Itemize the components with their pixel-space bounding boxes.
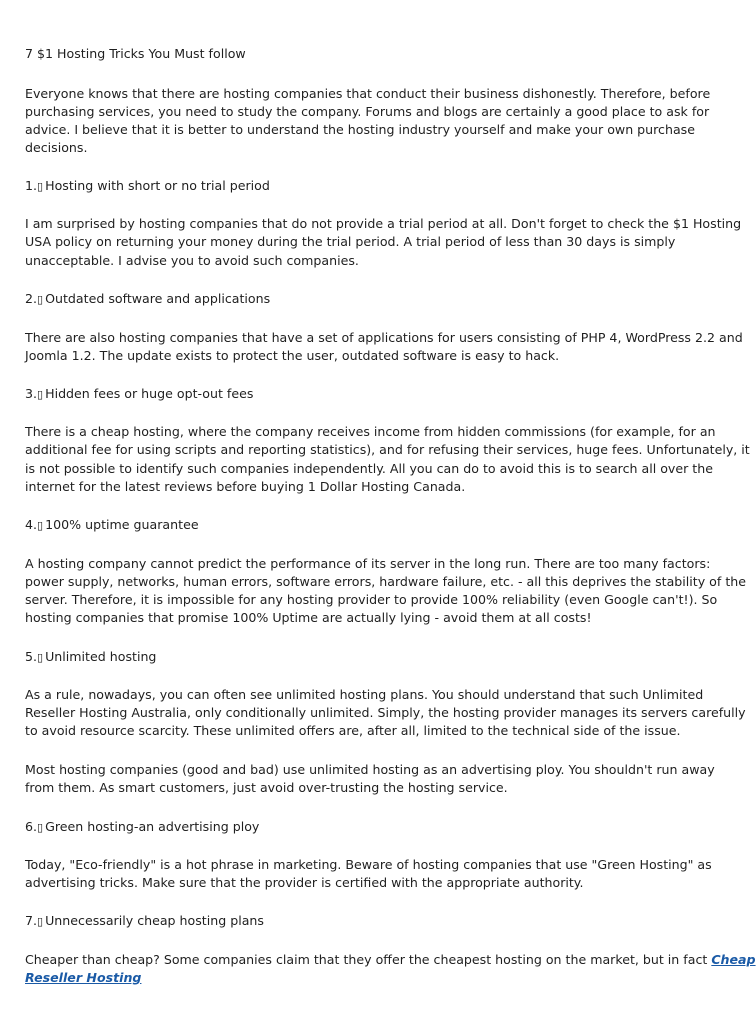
- intro-line: Everyone knows that there are hosting companies that conduct their business dishonestly. Therefore, before: [25, 86, 711, 101]
- paragraph-line: Joomla 1.2. The update exists to protect the user, outdated software is easy to hack.: [25, 348, 560, 363]
- closing-line: [25, 951, 756, 969]
- section-number: 5.: [25, 649, 38, 664]
- closing-text: Cheaper than cheap? Some companies claim that they offer the cheapest hosting on the market, but in fact: [25, 952, 712, 967]
- section-heading-text: with short or no trial period: [97, 178, 270, 193]
- paragraph-line: A hosting company cannot predict the performance of its server in the long run. There are too many factors:: [25, 556, 711, 571]
- section-heading-text: hosting: [109, 649, 157, 664]
- intro-line: purchasing services, you need to study the company. Forums and blogs are certainly a good place to ask for: [25, 104, 710, 119]
- section-keyword: Hidden: [45, 386, 90, 401]
- section-heading: [25, 177, 697, 196]
- section-keyword: 100%: [45, 517, 82, 532]
- cheap-reseller-hosting-link[interactable]: Reseller Hosting: [25, 970, 142, 985]
- missing-glyph-icon: ▯: [37, 293, 44, 306]
- section-heading-text: cheap hosting plans: [137, 913, 264, 928]
- section-keyword: Unlimited: [45, 649, 106, 664]
- section-heading: [25, 516, 697, 535]
- section-heading: [25, 648, 697, 667]
- missing-glyph-icon: ▯: [37, 821, 44, 834]
- missing-glyph-icon: ▯: [37, 915, 44, 928]
- paragraph-line: additional fee for using scripts and reporting statistics), and for refusing their services, huge fees. Unfortunately, it: [25, 442, 750, 457]
- missing-glyph-icon: ▯: [37, 651, 44, 664]
- section-number: 4.: [25, 517, 38, 532]
- paragraph-line: Today, "Eco-friendly" is a hot phrase in marketing. Beware of hosting companies that use "Green Hosting" as: [25, 857, 712, 872]
- section-heading-text: hosting-an advertising ploy: [87, 819, 260, 834]
- section-keyword: Green: [45, 819, 84, 834]
- paragraph-line: There is a cheap hosting, where the company receives income from hidden commissions (for example, for an: [25, 424, 716, 439]
- paragraph-line: server. Therefore, it is impossible for any hosting provider to provide 100% reliability (even Google can't!). So: [25, 592, 718, 607]
- cheap-reseller-hosting-link[interactable]: Cheap: [711, 952, 756, 967]
- section-number: 3.: [25, 386, 38, 401]
- section-heading-text: uptime guarantee: [85, 517, 199, 532]
- section-heading: [25, 818, 697, 837]
- paragraph-line: As a rule, nowadays, you can often see unlimited hosting plans. You should understand that such Unlimited: [25, 687, 704, 702]
- section-keyword: Outdated: [45, 291, 105, 306]
- missing-glyph-icon: ▯: [37, 388, 44, 401]
- intro-line: decisions.: [25, 140, 88, 155]
- paragraph-line: to avoid resource scarcity. These unlimited offers are, after all, limited to the technical side of the issue.: [25, 723, 681, 738]
- paragraph-line: advertising tricks. Make sure that the provider is certified with the appropriate authority.: [25, 875, 584, 890]
- paragraph-line: power supply, networks, human errors, software errors, hardware failure, etc. - all this deprives the stability of the: [25, 574, 746, 589]
- intro-line: advice. I believe that it is better to understand the hosting industry yourself and make your own purchase: [25, 122, 695, 137]
- paragraph-line: is not possible to identify such companies independently. All you can do to avoid this is to search all over the: [25, 461, 713, 476]
- section-heading: [25, 385, 697, 404]
- section-heading-text: fees or huge opt-out fees: [93, 386, 254, 401]
- paragraph-line: from them. As smart customers, just avoid over-trusting the hosting service.: [25, 780, 508, 795]
- closing-line: [25, 969, 697, 987]
- missing-glyph-icon: ▯: [37, 180, 44, 193]
- section-heading: [25, 290, 697, 309]
- section-keyword: Unnecessarily: [45, 913, 134, 928]
- section-number: 1.: [25, 178, 38, 193]
- section-number: 2.: [25, 291, 38, 306]
- section-heading: [25, 912, 697, 931]
- missing-glyph-icon: ▯: [37, 519, 44, 532]
- paragraph-line: Reseller Hosting Australia, only conditionally unlimited. Simply, the hosting provider manages its servers carefully: [25, 705, 746, 720]
- paragraph-line: There are also hosting companies that have a set of applications for users consisting of PHP 4, WordPress 2.2 and: [25, 330, 743, 345]
- paragraph-line: internet for the latest reviews before buying 1 Dollar Hosting Canada.: [25, 479, 466, 494]
- paragraph-line: I am surprised by hosting companies that do not provide a trial period at all. Don't forget to check the $1 Hosting: [25, 216, 742, 231]
- document-title: 7 $1 Hosting Tricks You Must follow: [25, 46, 246, 61]
- paragraph-line: USA policy on returning your money during the trial period. A trial period of less than 30 days is simply: [25, 234, 676, 249]
- section-number: 6.: [25, 819, 38, 834]
- section-keyword: Hosting: [45, 178, 94, 193]
- paragraph-line: hosting companies that promise 100% Uptime are actually lying - avoid them at all costs!: [25, 610, 592, 625]
- paragraph-line: Most hosting companies (good and bad) use unlimited hosting as an advertising ploy. You shouldn't run away: [25, 762, 715, 777]
- paragraph-line: unacceptable. I advise you to avoid such companies.: [25, 253, 359, 268]
- section-number: 7.: [25, 913, 38, 928]
- section-heading-text: software and applications: [108, 291, 271, 306]
